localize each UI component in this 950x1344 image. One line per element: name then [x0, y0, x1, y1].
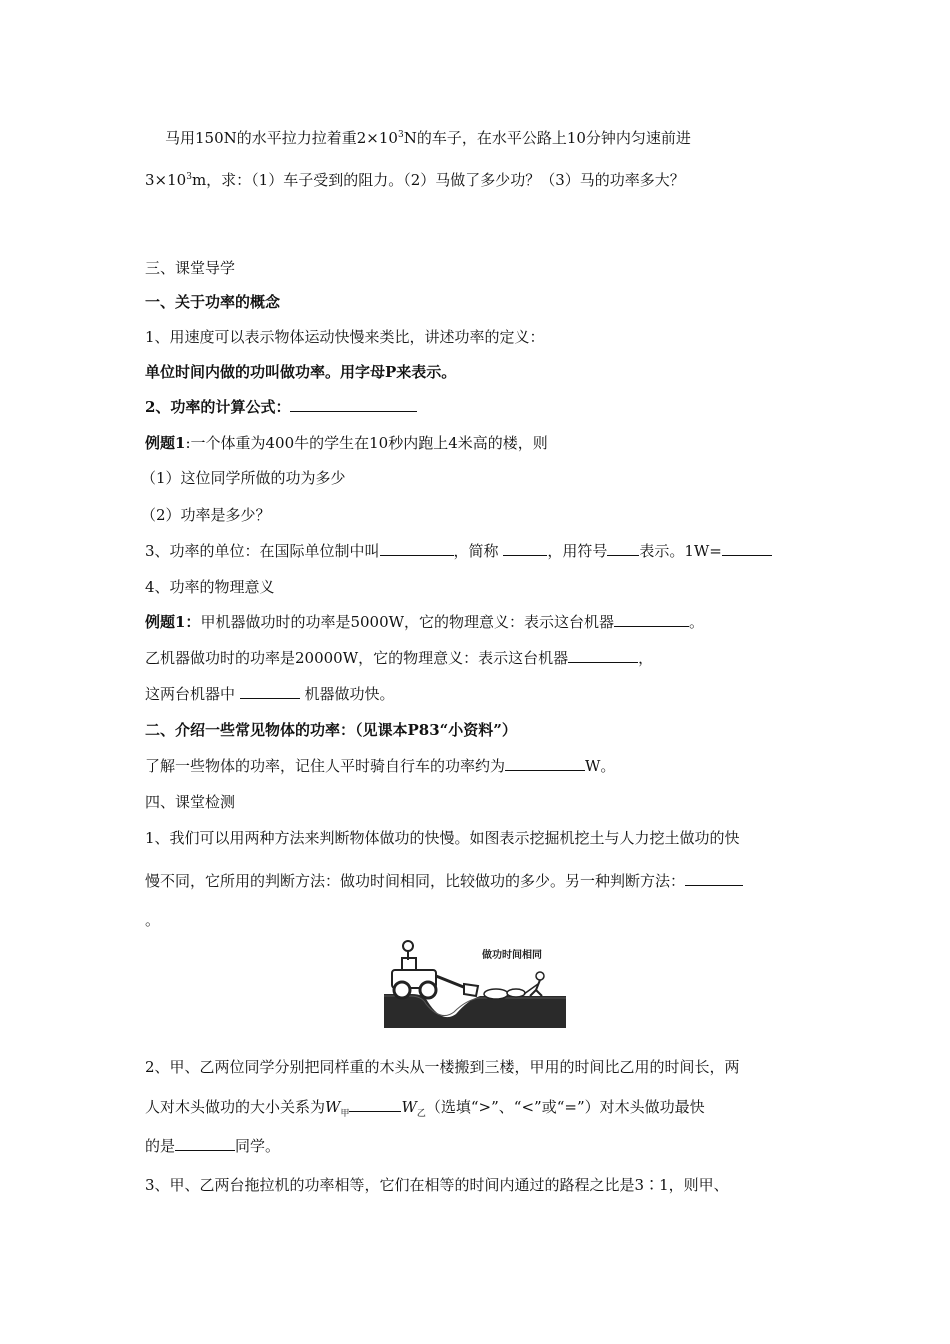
test-2-line-2: 人对木头做功的大小关系为$W_甲$ $W_乙$（选填“>”、“<”或“=”）对木头做功最快: [145, 1098, 705, 1119]
fastest-student-blank[interactable]: [175, 1136, 235, 1151]
figure-caption: 做功时间相同: [482, 950, 542, 961]
section-title-classroom-guide: 三、课堂导学: [145, 259, 236, 277]
excavator-icon: [392, 941, 478, 998]
example-1-part-a: （1）这位同学所做的功为多少: [141, 469, 346, 487]
bicycle-power-blank[interactable]: [505, 756, 585, 771]
test-2-line-3: 的是 同学。: [145, 1137, 281, 1155]
problem-line-2: $3\times 10^3m$，求：（1）车子受到的阻力。（2）马做了多少功？（3）马的功率多大？: [145, 171, 685, 189]
example-1: 例题1:一个体重为400牛的学生在10秒内跑上4米高的楼，则: [145, 434, 548, 452]
test-1-line-2: 慢不同，它所用的判断方法：做功时间相同，比较做功的多少。另一种判断方法：: [145, 871, 743, 891]
watt-equivalent-blank[interactable]: [722, 541, 772, 556]
example-2-line-2: 乙机器做功时的功率是20000W，它的物理意义：表示这台机器 ，: [145, 649, 654, 667]
problem-line-1: 马用150N的水平拉力拉着重$2\times 10^3N$的车子，在水平公路上10分钟内匀速前进: [165, 129, 691, 147]
test-2-line-1: 2、甲、乙两位同学分别把同样重的木头从一楼搬到三楼，甲用的时间比乙用的时间长，两: [145, 1058, 740, 1076]
question-3: 3、功率的单位：在国际单位制中叫 ，简称 ，用符号 表示。1W=: [145, 541, 772, 561]
machine-b-meaning-blank[interactable]: [568, 648, 638, 663]
test-1-line-3: 。: [145, 911, 161, 929]
subsection-power-concept: 一、关于功率的概念: [145, 293, 281, 311]
power-definition: 单位时间内做的功叫做功率。用字母P来表示。: [145, 363, 457, 381]
bicycle-power-line: 了解一些物体的功率，记住人平时骑自行车的功率约为 W。: [145, 757, 616, 775]
subsection-common-power: 二、介绍一些常见物体的功率：（见课本P83“小资料”）: [145, 721, 517, 739]
unit-short-blank[interactable]: [503, 541, 547, 556]
section-title-classroom-test: 四、课堂检测: [145, 793, 236, 811]
question-2: 2、功率的计算公式：: [145, 397, 417, 417]
question-1: 1、用速度可以表示物体运动快慢来类比，讲述功率的定义：: [145, 328, 545, 346]
unit-symbol-blank[interactable]: [607, 541, 639, 556]
example-2-line-1: 例题1：甲机器做功时的功率是5000W，它的物理意义：表示这台机器 。: [145, 613, 705, 631]
example-2-line-3: 这两台机器中 机器做功快。: [145, 685, 395, 703]
example-1-part-b: （2）功率是多少？: [141, 506, 271, 524]
question-4: 4、功率的物理意义: [145, 578, 275, 596]
worker-icon: [484, 972, 544, 999]
test-3-line-1: 3、甲、乙两台拖拉机的功率相等，它们在相等的时间内通过的路程之比是3∶1，则甲、: [145, 1176, 729, 1194]
excavator-figure: [384, 938, 566, 1028]
formula-blank[interactable]: [290, 397, 417, 412]
faster-machine-blank[interactable]: [240, 684, 300, 699]
other-method-blank[interactable]: [685, 871, 743, 886]
unit-name-blank[interactable]: [380, 541, 454, 556]
test-1-line-1: 1、我们可以用两种方法来判断物体做功的快慢。如图表示挖掘机挖土与人力挖土做功的快: [145, 829, 740, 847]
work-comparison-blank[interactable]: [349, 1097, 401, 1112]
machine-a-meaning-blank[interactable]: [614, 612, 689, 627]
